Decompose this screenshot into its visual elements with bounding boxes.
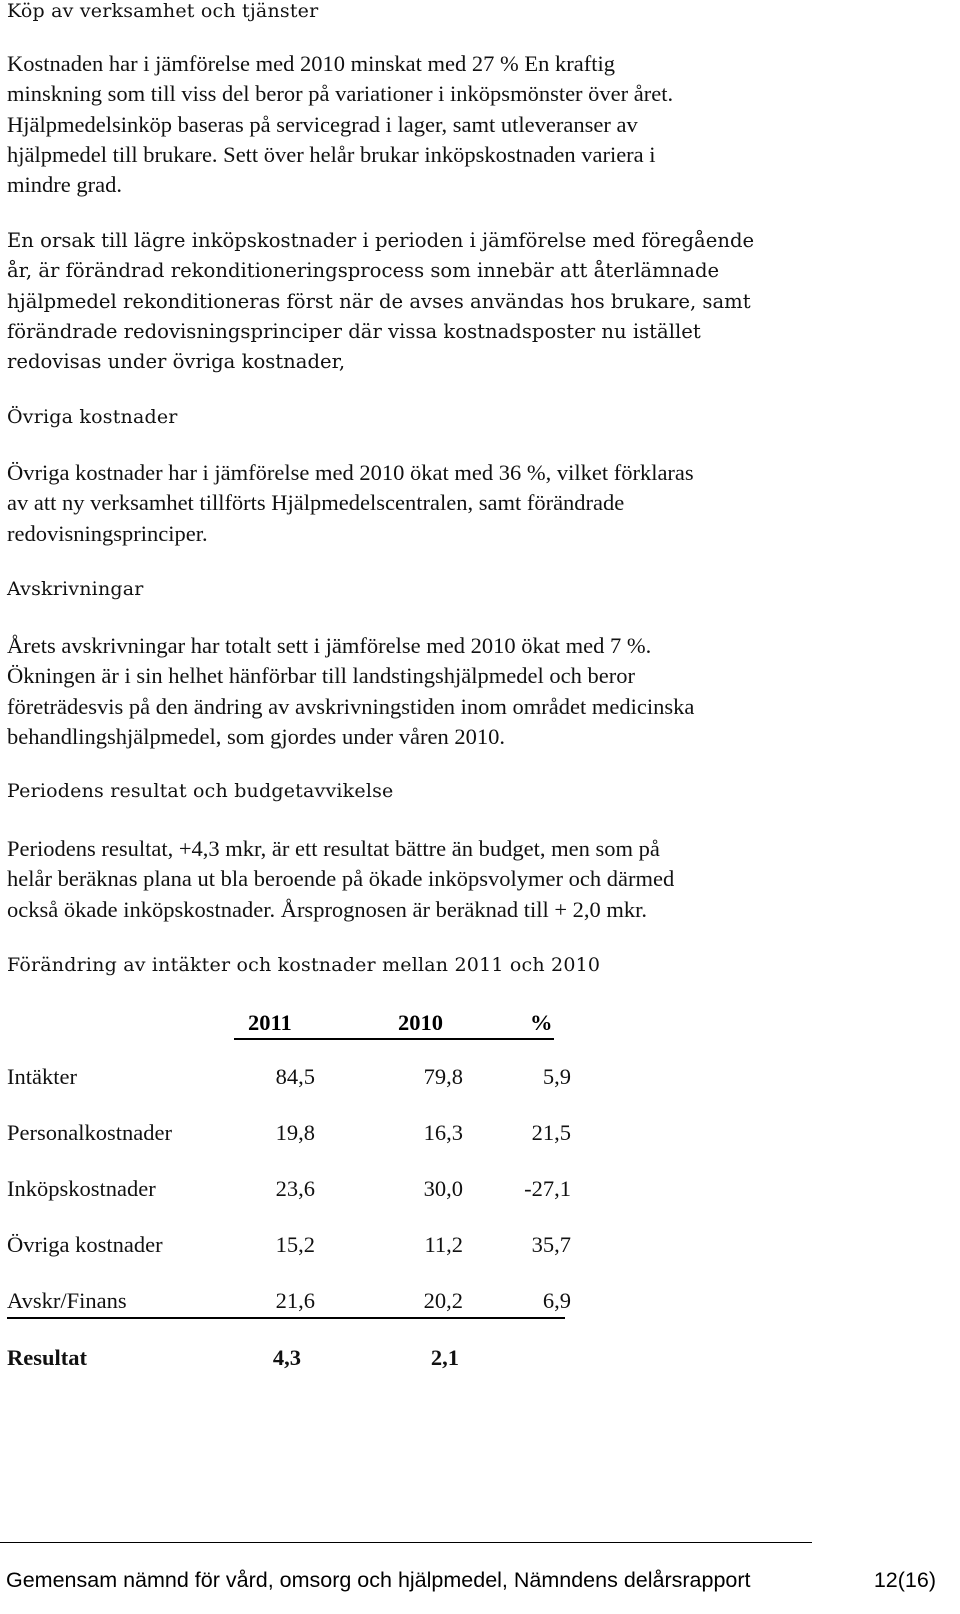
cell-2011: 84,5 (275, 1064, 315, 1089)
row-label: Resultat (7, 1345, 87, 1370)
text-line: minskning som till viss del beror på variationer i inköpsmönster över året. (7, 81, 674, 107)
text-line: också ökade inköpskostnader. Årsprognosen är beräknad till + 2,0 mkr. (7, 896, 648, 922)
text-line: hjälpmedel till brukare. Sett över helår brukar inköpskostnaden variera i (7, 141, 656, 167)
section-heading-resultat: Periodens resultat och budgetavvikelse (7, 780, 394, 802)
footer-divider (0, 1542, 812, 1543)
footer-title: Gemensam nämnd för vård, omsorg och hjälpmedel, Nämndens delårsrapport (6, 1568, 751, 1592)
cell-percent: 21,5 (531, 1120, 571, 1145)
row-label: Avskr/Finans (7, 1288, 127, 1313)
cell-2010: 79,8 (423, 1064, 463, 1089)
text-line: Hjälpmedelsinköp baseras på servicegrad i lager, samt utleveranser av (7, 111, 638, 137)
text-line: redovisas under övriga kostnader, (7, 350, 346, 374)
page-number: 12(16) (873, 1568, 936, 1592)
cell-2010: 2,1 (430, 1345, 459, 1370)
table-header (234, 1008, 554, 1040)
table-row (7, 1064, 577, 1094)
row-label: Övriga kostnader (7, 1232, 163, 1257)
text-line: redovisningsprinciper. (7, 520, 208, 546)
table-row (7, 1232, 577, 1262)
cell-2010: 20,2 (423, 1288, 463, 1313)
table-header-2011: 2011 (248, 1010, 292, 1035)
text-line: Ökningen är i sin helhet hänförbar till landstingshjälpmedel och beror (7, 663, 635, 689)
cell-2011: 19,8 (275, 1120, 315, 1145)
cell-2010: 16,3 (423, 1120, 463, 1145)
text-line: år, är förändrad rekonditioneringsprocess som innebär att återlämnade (7, 259, 720, 283)
cell-2011: 23,6 (275, 1176, 315, 1201)
text-line: helår beräknas plana ut bla beroende på ökade inköpsvolymer och därmed (7, 866, 675, 892)
paragraph-kop-2 (7, 226, 947, 377)
paragraph-kop-1 (7, 49, 947, 200)
text-line: Övriga kostnader har i jämförelse med 2010 ökat med 36 %, vilket förklaras (7, 460, 694, 485)
paragraph-avskrivningar-1 (7, 631, 947, 752)
text-line: Kostnaden har i jämförelse med 2010 minskat med 27 % En kraftig (7, 51, 615, 76)
row-label: Inköpskostnader (7, 1176, 156, 1201)
cell-percent: -27,1 (524, 1176, 571, 1201)
text-line: förändrade redovisningsprinciper där vissa kostnadsposter nu istället (7, 319, 701, 343)
section-heading-ovriga: Övriga kostnader (7, 406, 178, 428)
section-heading-forandring: Förändring av intäkter och kostnader mellan 2011 och 2010 (7, 954, 601, 976)
text-line: Årets avskrivningar har totalt sett i jämförelse med 2010 ökat med 7 %. (7, 633, 652, 658)
cell-2010: 11,2 (424, 1232, 463, 1257)
section-heading-avskrivningar: Avskrivningar (7, 578, 144, 600)
cell-percent: 6,9 (542, 1288, 571, 1313)
text-line: En orsak till lägre inköpskostnader i perioden i jämförelse med föregående (7, 229, 755, 252)
paragraph-ovriga-1 (7, 458, 947, 549)
cell-percent: 35,7 (531, 1232, 571, 1257)
table-row-total (7, 1345, 577, 1375)
text-line: hjälpmedel rekonditioneras först när de avses användas hos brukare, samt (7, 289, 751, 313)
cell-2010: 30,0 (423, 1176, 463, 1201)
table-row (7, 1288, 571, 1319)
table-row (7, 1120, 577, 1150)
row-label: Personalkostnader (7, 1120, 172, 1145)
row-label: Intäkter (7, 1064, 77, 1089)
table-header-percent: % (530, 1010, 553, 1035)
paragraph-resultat-1 (7, 834, 947, 925)
cell-2011: 4,3 (272, 1345, 301, 1370)
cell-2011: 21,6 (275, 1288, 315, 1313)
text-line: behandlingshjälpmedel, som gjordes under våren 2010. (7, 723, 506, 749)
table-row (7, 1176, 577, 1206)
text-line: av att ny verksamhet tillförts Hjälpmedelscentralen, samt förändrade (7, 490, 625, 516)
text-line: mindre grad. (7, 172, 122, 198)
table-header-2010: 2010 (398, 1010, 443, 1035)
text-line: företrädesvis på den ändring av avskrivningstiden inom området medicinska (7, 693, 695, 719)
cell-percent: 5,9 (542, 1064, 571, 1089)
text-line: Periodens resultat, +4,3 mkr, är ett resultat bättre än budget, men som på (7, 836, 660, 861)
section-heading-kop: Köp av verksamhet och tjänster (7, 0, 319, 22)
cell-2011: 15,2 (275, 1232, 315, 1257)
